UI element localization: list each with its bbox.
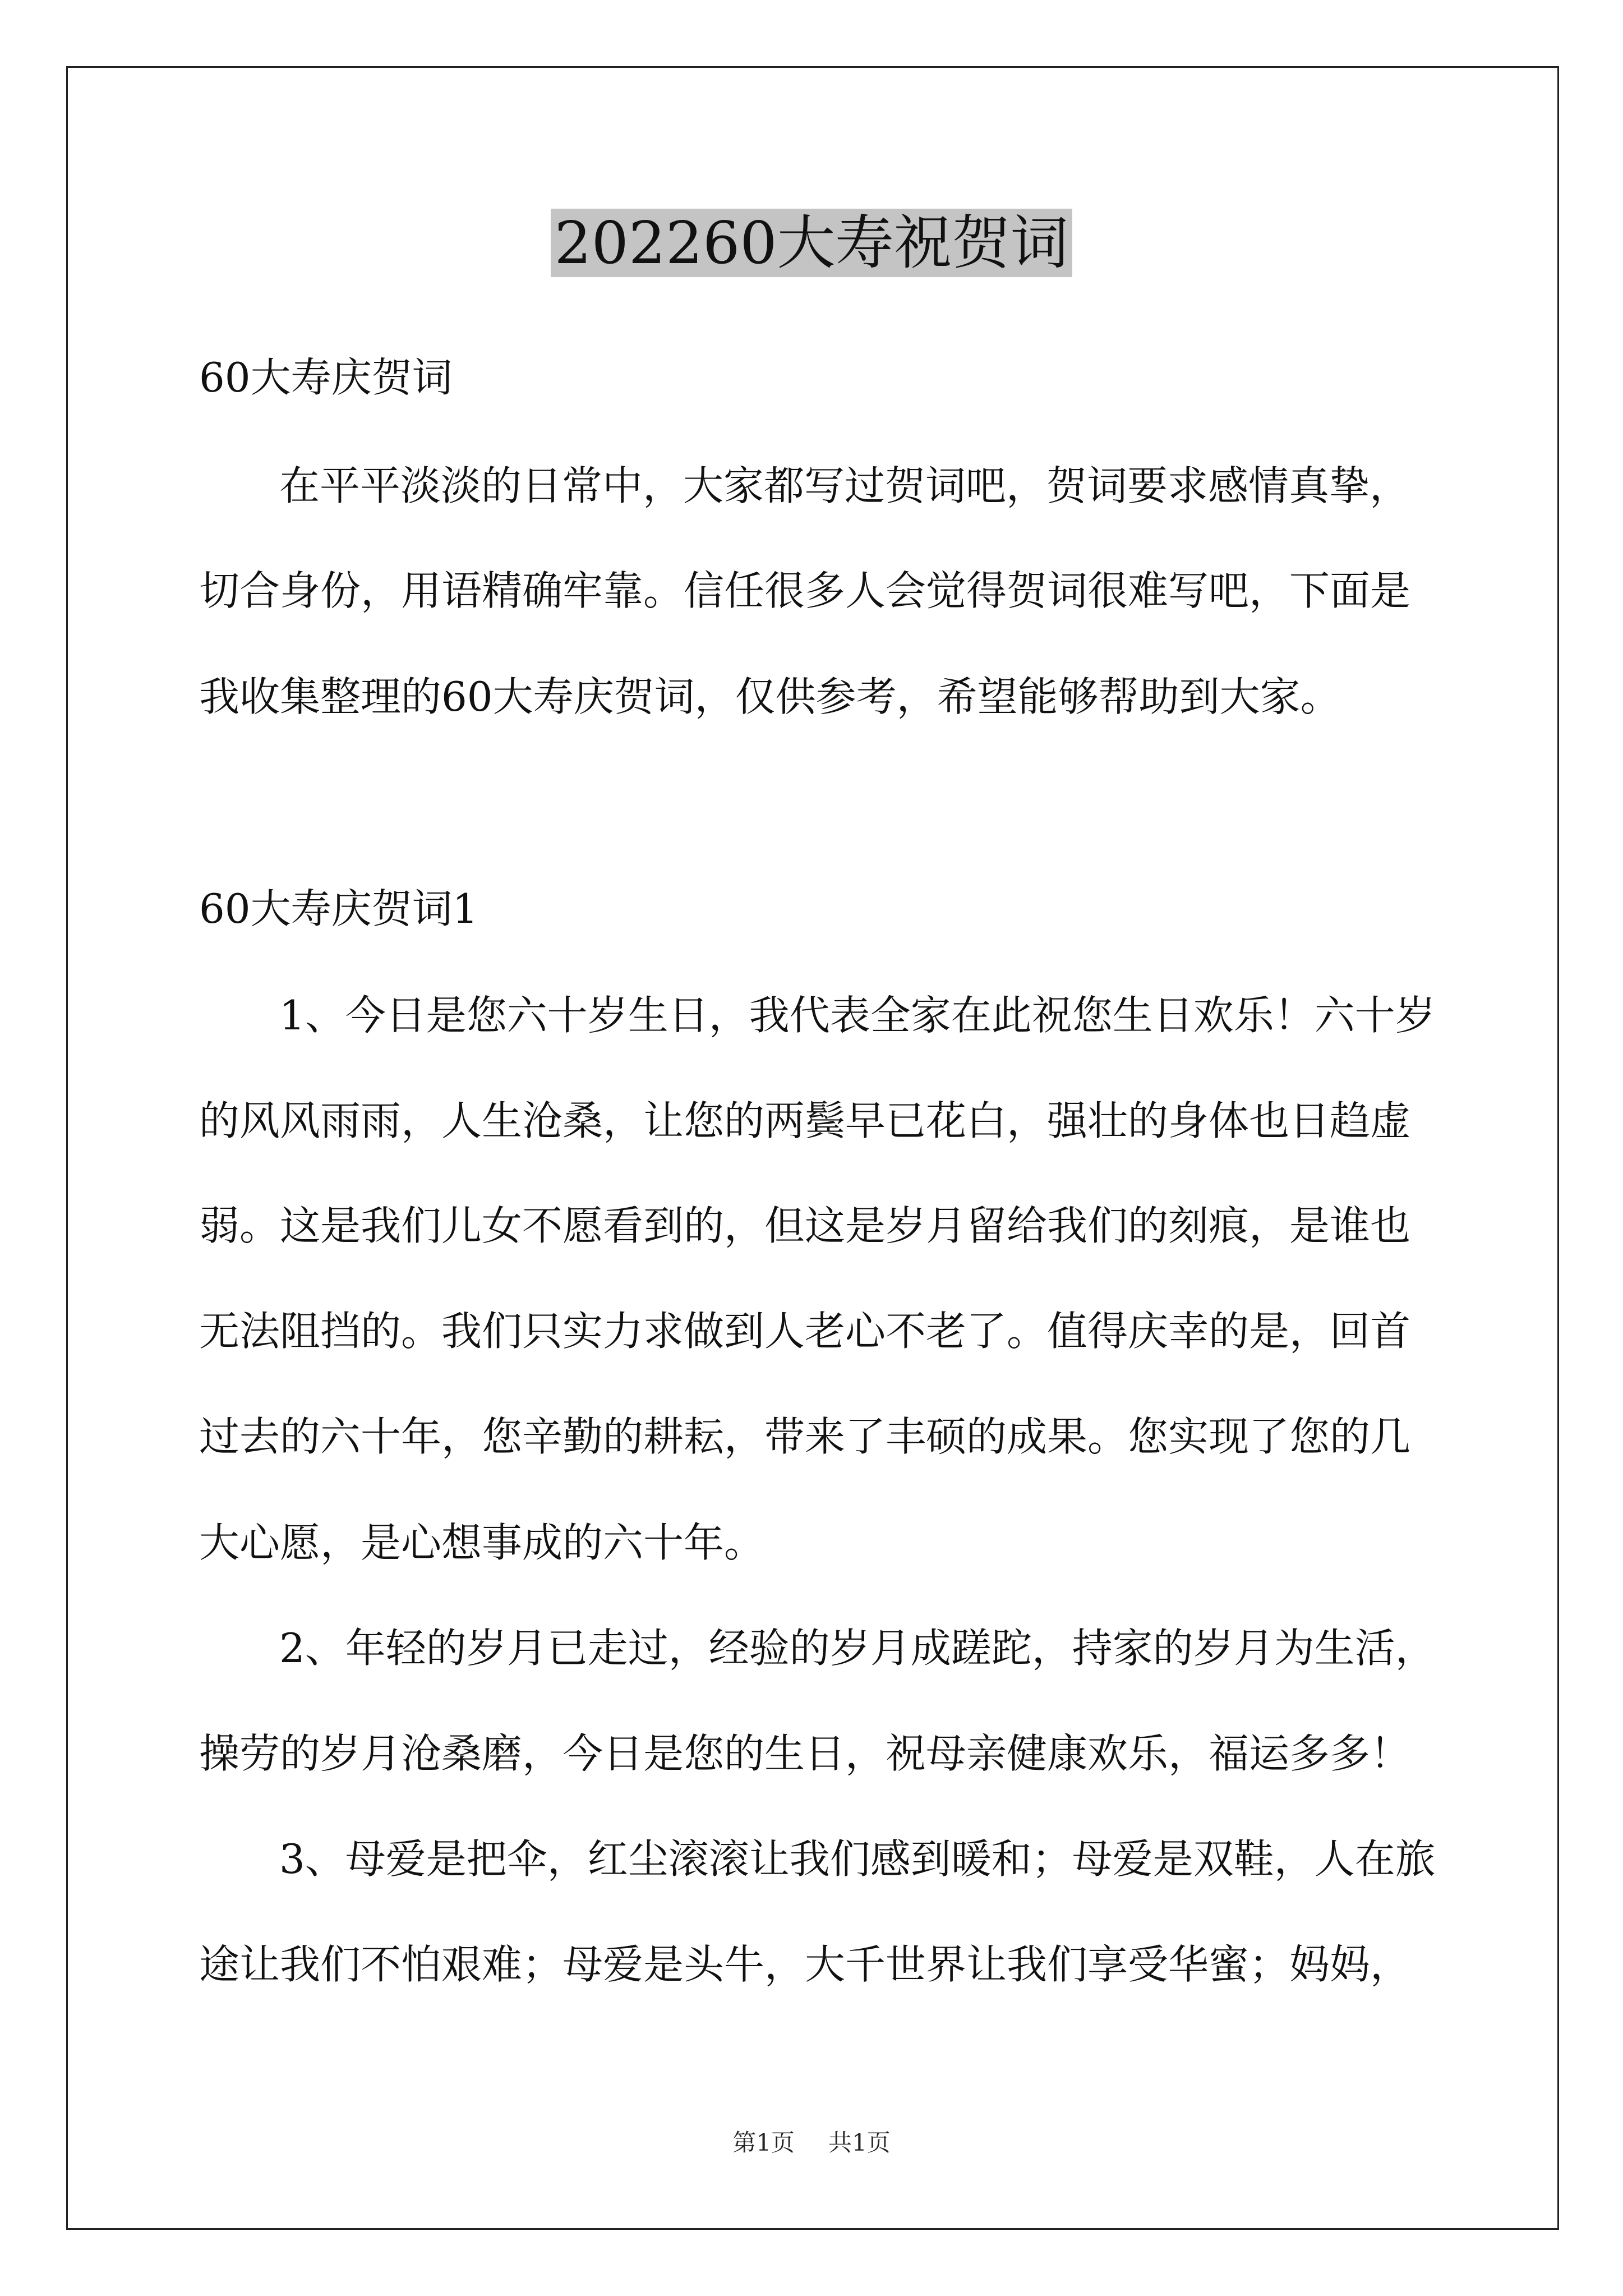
item1-line-4: 无法阻挡的。我们只实力求做到人老心不老了。值得庆幸的是，回首 — [199, 1308, 1411, 1355]
intro-line-2: 切合身份，用语精确牢靠。信任很多人会觉得贺词很难写吧，下面是 — [199, 567, 1411, 614]
page-number-total: 共1页 — [828, 2129, 891, 2156]
item3-line-1: 3、母爱是把伞，红尘滚滚让我们感到暖和；母爱是双鞋，人在旅 — [279, 1835, 1436, 1883]
page-number-current: 第1页 — [732, 2129, 795, 2156]
item3-line-2: 途让我们不怕艰难；母爱是头牛，大千世界让我们享受华蜜；妈妈， — [199, 1941, 1411, 1988]
item2-line-1: 2、年轻的岁月已走过，经验的岁月成蹉跎，持家的岁月为生活， — [279, 1625, 1436, 1672]
page-footer — [0, 2126, 1623, 2160]
item1-line-5: 过去的六十年，您辛勤的耕耘，带来了丰硕的成果。您实现了您的几 — [199, 1413, 1411, 1460]
intro-line-3: 我收集整理的60大寿庆贺词，仅供参考，希望能够帮助到大家。 — [199, 673, 1341, 720]
item1-line-1: 1、今日是您六十岁生日，我代表全家在此祝您生日欢乐！六十岁 — [279, 992, 1436, 1039]
item1-line-2: 的风风雨雨，人生沧桑，让您的两鬓早已花白，强壮的身体也日趋虚 — [199, 1097, 1411, 1144]
document-title — [0, 201, 1623, 285]
item1-line-3: 弱。这是我们儿女不愿看到的，但这是岁月留给我们的刻痕，是谁也 — [199, 1202, 1411, 1249]
document-title-text: 202260大寿祝贺词 — [551, 209, 1072, 277]
intro-line-1: 在平平淡淡的日常中，大家都写过贺词吧，贺词要求感情真挚， — [279, 462, 1410, 509]
item1-line-6: 大心愿，是心想事成的六十年。 — [199, 1519, 765, 1566]
subheading: 60大寿庆贺词1 — [199, 885, 478, 932]
section-heading: 60大寿庆贺词 — [199, 354, 453, 401]
item2-line-2: 操劳的岁月沧桑磨，今日是您的生日，祝母亲健康欢乐，福运多多！ — [199, 1730, 1411, 1777]
